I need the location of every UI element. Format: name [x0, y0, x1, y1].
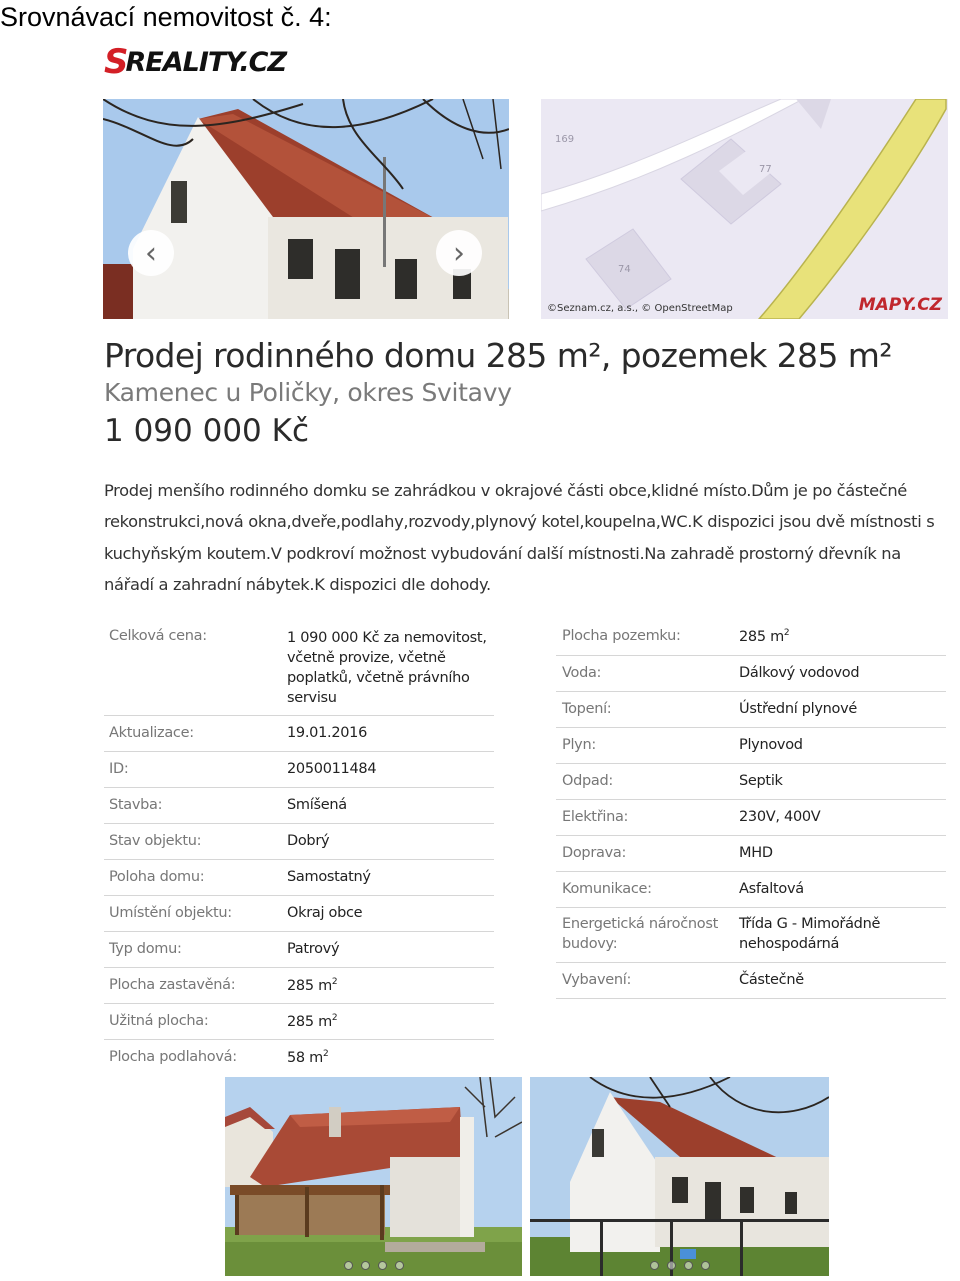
param-label: Odpad: — [562, 773, 613, 789]
param-row-house-position — [104, 860, 494, 896]
map-plot-number: 169 — [555, 134, 575, 145]
param-label: Celková cena: — [109, 628, 207, 644]
param-label: Topení: — [562, 701, 612, 717]
prev-photo-button[interactable] — [128, 230, 174, 276]
carousel-dot[interactable] — [361, 1261, 370, 1270]
listing-location[interactable]: Kamenec u Poličky, okres Svitavy — [104, 378, 512, 407]
param-row-gas — [556, 728, 946, 764]
param-label: Doprava: — [562, 845, 627, 861]
param-value: Patrový — [287, 941, 340, 957]
param-row-water — [556, 656, 946, 692]
param-row-electricity — [556, 800, 946, 836]
carousel-dot[interactable] — [650, 1261, 659, 1270]
param-row-energy-rating — [556, 908, 946, 963]
mapy-cz-logo[interactable]: MAPY.CZ — [858, 295, 942, 315]
param-label: Užitná plocha: — [109, 1013, 209, 1029]
gallery-photo-front[interactable] — [530, 1077, 829, 1276]
logo-wordmark: REALITY.CZ — [125, 46, 287, 78]
listing-price: 1 090 000 Kč — [104, 413, 309, 449]
param-label: ID: — [109, 761, 129, 777]
param-row-furnishing — [556, 963, 946, 999]
next-photo-button[interactable] — [436, 230, 482, 276]
main-photo — [103, 99, 509, 319]
carousel-dots — [344, 1261, 404, 1270]
param-value: MHD — [739, 845, 773, 861]
param-row-road — [556, 872, 946, 908]
param-label: Stav objektu: — [109, 833, 202, 849]
carousel-dot[interactable] — [667, 1261, 676, 1270]
param-row-house-type — [104, 932, 494, 968]
params-table-left — [104, 620, 494, 1076]
param-label: Plocha pozemku: — [562, 628, 681, 644]
param-row-location-type — [104, 896, 494, 932]
chevron-left-icon: ‹ — [145, 235, 157, 271]
param-row-total-price — [104, 620, 494, 716]
param-row-built-area — [104, 968, 494, 1004]
param-label: Aktualizace: — [109, 725, 194, 741]
param-row-floor-area — [104, 1040, 494, 1076]
param-row-id — [104, 752, 494, 788]
param-row-heating — [556, 692, 946, 728]
param-row-updated — [104, 716, 494, 752]
param-value: Dobrý — [287, 833, 330, 849]
house-front-illustration — [530, 1077, 829, 1276]
param-label: Voda: — [562, 665, 602, 681]
params-table-right — [556, 620, 946, 999]
param-row-condition — [104, 824, 494, 860]
param-row-waste — [556, 764, 946, 800]
param-value: Septik — [739, 773, 783, 789]
param-label: Poloha domu: — [109, 869, 205, 885]
map-plot-number: 74 — [618, 264, 631, 275]
param-value: 1 090 000 Kč za nemovitost, včetně provize, včetně poplatků, včetně právního servisu — [287, 630, 487, 706]
map-attribution[interactable]: ©Seznam.cz, a.s., © OpenStreetMap — [547, 303, 733, 314]
param-value: Ústřední plynové — [739, 701, 858, 717]
param-label: Stavba: — [109, 797, 163, 813]
house-rear-illustration — [225, 1077, 522, 1276]
param-row-usable-area — [104, 1004, 494, 1040]
gallery-photo-rear[interactable] — [225, 1077, 522, 1276]
param-value: Asfaltová — [739, 881, 804, 897]
carousel-dot[interactable] — [344, 1261, 353, 1270]
param-row-land-area — [556, 620, 946, 656]
listing-title: Prodej rodinného domu 285 m², pozemek 285 m² — [104, 336, 892, 375]
param-value: Částečně — [739, 972, 804, 988]
sreality-logo[interactable] — [104, 44, 286, 80]
param-label: Elektřina: — [562, 809, 629, 825]
carousel-dot[interactable] — [395, 1261, 404, 1270]
param-value: 2050011484 — [287, 761, 377, 777]
carousel-dot[interactable] — [684, 1261, 693, 1270]
param-value: 285 $m^2$ — [287, 1013, 338, 1030]
param-row-transport — [556, 836, 946, 872]
param-label: Energetická náročnost budovy: — [562, 916, 718, 952]
page-heading: Srovnávací nemovitost č. 4: — [0, 2, 332, 32]
param-value: 230V, 400V — [739, 809, 821, 825]
carousel-dot[interactable] — [378, 1261, 387, 1270]
map-illustration — [541, 99, 948, 319]
param-label: Plocha podlahová: — [109, 1049, 237, 1065]
param-value: 285 $m^2$ — [739, 628, 790, 645]
param-value: Plynovod — [739, 737, 803, 753]
house-photo-illustration — [103, 99, 509, 319]
param-label: Vybavení: — [562, 972, 632, 988]
param-label: Komunikace: — [562, 881, 652, 897]
carousel-dot[interactable] — [701, 1261, 710, 1270]
logo-initial: S — [104, 42, 128, 82]
param-value: Okraj obce — [287, 905, 363, 921]
param-value: Dálkový vodovod — [739, 665, 860, 681]
param-label: Plocha zastavěná: — [109, 977, 236, 993]
param-value: 58 $m^2$ — [287, 1049, 329, 1066]
param-value: Smíšená — [287, 797, 347, 813]
location-map[interactable] — [541, 99, 948, 319]
param-value: Samostatný — [287, 869, 371, 885]
param-value: 19.01.2016 — [287, 725, 368, 741]
carousel-dots — [650, 1261, 710, 1270]
param-value: 285 $m^2$ — [287, 977, 338, 994]
param-row-construction — [104, 788, 494, 824]
listing-description: Prodej menšího rodinného domku se zahrádkou v okrajové části obce,klidné místo.Dům je po částečné rekonstrukci,nová okna,dveře,podlahy,rozvody,plynový kotel,koupelna,WC.K dispozici jsou dvě místnosti s kuchyňským koutem.V podkroví možnost vybudování další místnosti.Na zahradě prostorný dřevník na nářadí a zahradní nábytek.K dispozici dle dohody. — [104, 481, 935, 594]
map-plot-number: 77 — [759, 164, 772, 175]
param-value: Třída G - Mimořádně nehospodárná — [739, 916, 881, 952]
param-label: Umístění objektu: — [109, 905, 232, 921]
param-label: Plyn: — [562, 737, 596, 753]
chevron-right-icon: › — [453, 235, 465, 271]
param-label: Typ domu: — [109, 941, 182, 957]
